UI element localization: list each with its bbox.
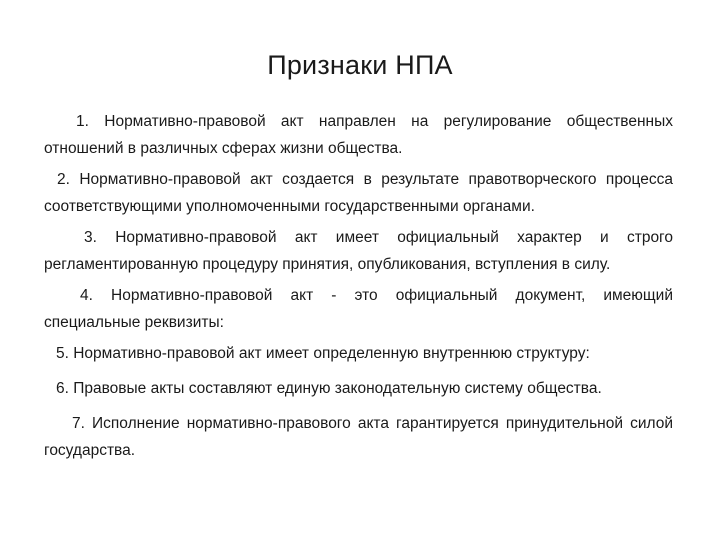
list-item: 7. Исполнение нормативно-правового акта гарантируется принудительной силой государства. [44, 415, 673, 459]
list-item: 1. Нормативно-правовой акт направлен на регулирование общественных отношений в различных сферах жизни общества. [44, 113, 673, 157]
list-item: 3. Нормативно-правовой акт имеет официальный характер и строго регламентированную процедуру принятия, опубликования, вступления в силу. [44, 229, 673, 273]
list-item: 6. Правовые акты составляют единую законодательную систему общества. [56, 380, 602, 397]
slide-title: Признаки НПА [267, 50, 453, 80]
list-item: 4. Нормативно-правовой акт - это официальный документ, имеющий специальные реквизиты: [44, 287, 673, 331]
list-item: 2. Нормативно-правовой акт создается в результате правотворческого процесса соответствующими уполномоченными государственными органами. [44, 171, 673, 215]
features-list [44, 108, 673, 468]
list-item: 5. Нормативно-правовой акт имеет определенную внутреннюю структуру: [56, 345, 590, 362]
